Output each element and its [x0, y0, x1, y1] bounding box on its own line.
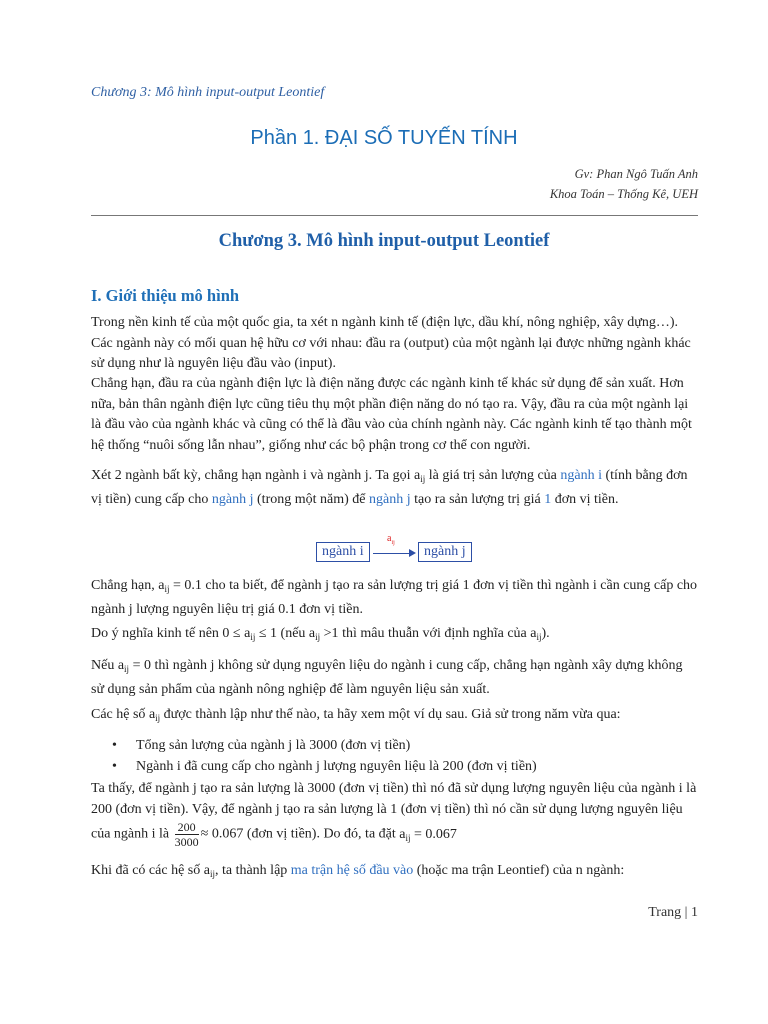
highlight-nganh-j: ngành j [211, 491, 254, 507]
running-header: Chương 3: Mô hình input-output Leontief [91, 85, 325, 100]
author-name: Gv: Phan Ngô Tuấn Anh [574, 167, 698, 181]
box-nganh-j: ngành j [418, 542, 472, 562]
header-divider [91, 215, 698, 216]
paragraph-matrix-intro: Khi đã có các hệ số $a_{ij}$, ta thành lập ma trận hệ số đầu vào (hoặc ma trận Leontief) của n ngành: [91, 863, 625, 879]
paragraph-intro: Trong nền kinh tế của một quốc gia, ta xét n ngành kinh tế (điện lực, dầu khí, nông nghiệp, xây dựng…). Các ngành này có mối quan hệ hữu cơ với nhau: đầu ra (output) của một ngành lại được những ngành khác sử dụng như là nguyên liệu đầu vào (input). [91, 315, 691, 371]
list-item: • Ngành i đã cung cấp cho ngành j lượng nguyên liệu là 200 (đơn vị tiền) [112, 757, 537, 778]
fraction: $\frac{200}{3000}$ [174, 820, 199, 849]
paragraph-aij-range: Do ý nghĩa kinh tế nên $0 \le a_{ij} \le 1$ (nếu $a_{ij} >1$ thì mâu thuẫn với định nghĩa của $a_{ij}$). [91, 626, 550, 642]
arrowhead-icon [409, 549, 416, 557]
paragraph-aij-definition: Xét 2 ngành bất kỳ, chẳng hạn ngành i và ngành j. Ta gọi $a_{ij}$ là giá trị sản lượng của ngành i (tính bằng đơn vị tiền) cung cấp cho ngành j (trong một năm) để ngành j tạo ra sản lượng trị giá 1 đơn vị tiền. [91, 468, 688, 507]
highlight-nganh-i: ngành i [560, 468, 602, 483]
highlight-input-matrix: ma trận hệ số đầu vào [290, 863, 414, 878]
author-block [550, 164, 698, 204]
highlight-nganh-j: ngành j [369, 491, 411, 507]
arrow-label: $a_{ij}$ [387, 533, 395, 546]
flow-diagram [316, 533, 476, 568]
arrow-icon [373, 553, 413, 554]
example-bullet-list [112, 736, 537, 777]
chapter-title: Chương 3. Mô hình input-output Leontief [218, 231, 550, 251]
highlight-one: 1 [544, 491, 552, 507]
aij-symbol: $a_{ij}$ [414, 468, 426, 484]
part-title: Phần 1. ĐẠI SỐ TUYẾN TÍNH [250, 127, 518, 149]
section-title: I. Giới thiệu mô hình [91, 286, 240, 305]
box-nganh-i: ngành i [316, 542, 370, 562]
paragraph-aij-zero: Nếu $a_{ij} = 0$ thì ngành j không sử dụng nguyên liệu do ngành i cung cấp, chẳng hạn ngành xây dựng không sử dụng sản phẩm của ngành nông nghiệp để làm nguyên liệu sản xuất. [91, 658, 683, 697]
paragraph-aij-example: Chẳng hạn, $a_{ij} = 0.1$ cho ta biết, để ngành j tạo ra sản lượng trị giá 1 đơn vị tiền thì ngành i cần cung cấp cho ngành j lượng nguyên liệu trị giá 0.1 đơn vị tiền. [91, 578, 698, 617]
paragraph-example-electricity: Chẳng hạn, đầu ra của ngành điện lực là điện năng được các ngành kinh tế khác sử dụng để sản xuất. Hơn nữa, bản thân ngành điện lực cũng tiêu thụ một phần điện năng do nó tạo ra. Vậy, đầu ra của một ngành lại là đầu vào của ngành khác và cũng có thể là đầu vào của chính ngành này. Các ngành kinh tế tạo thành một hệ thống “nuôi sống lẫn nhau”, giống như các bộ phận trong cơ thể con người. [91, 376, 692, 453]
list-item: • Tổng sản lượng của ngành j là 3000 (đơn vị tiền) [112, 736, 537, 757]
page-number: Trang | 1 [648, 905, 698, 920]
author-affiliation: Khoa Toán – Thống Kê, UEH [549, 187, 698, 201]
paragraph-example-computation: Ta thấy, để ngành j tạo ra sản lượng là 3000 (đơn vị tiền) thì nó đã sử dụng lượng nguyên liệu của ngành i là 200 (đơn vị tiền). Vậy, để ngành j tạo ra sản lượng là 1 (đơn vị tiền) thì nó cần sử dụng lượng nguyên liệu của ngành i là $\frac{200}{3000}$ ≈ 0.067 (đơn vị tiền). Do đó, ta đặt $a_{ij} = 0.067$ [91, 781, 697, 849]
paragraph-example-intro: Các hệ số $a_{ij}$ được thành lập như thế nào, ta hãy xem một ví dụ sau. Giả sử trong năm vừa qua: [91, 707, 621, 723]
